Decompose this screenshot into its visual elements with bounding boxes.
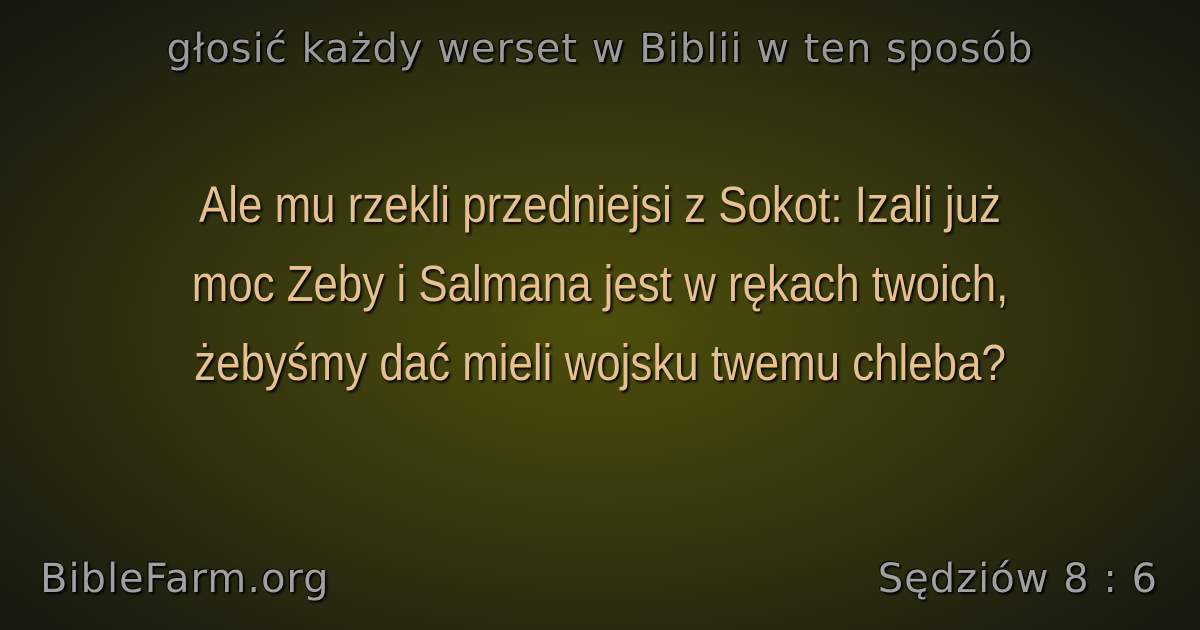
verse-line: moc Zeby i Salmana jest w rękach twoich, (191, 255, 1009, 312)
site-name: BibleFarm.org (40, 556, 330, 602)
verse-text (118, 165, 1081, 402)
header-tagline: głosić każdy werset w Biblii w ten sposób (166, 26, 1034, 72)
verse-line: Ale mu rzekli przedniejsi z Sokot: Izali już (199, 176, 1001, 233)
verse-reference: Sędziów 8 : 6 (877, 556, 1158, 602)
verse-line: żebyśmy dać mieli wojsku twemu chleba? (194, 334, 1006, 391)
